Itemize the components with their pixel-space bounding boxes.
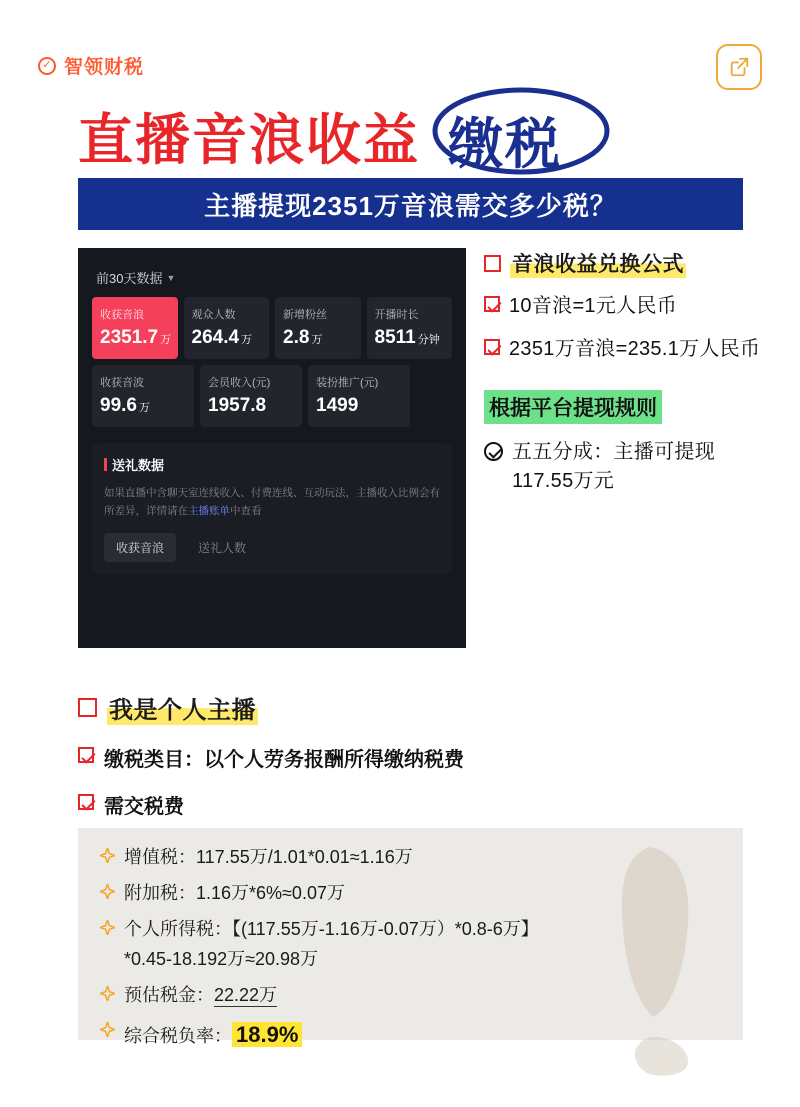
date-range-label: 前30天数据 [96, 271, 163, 286]
stat-unit: 万 [311, 334, 323, 346]
tax-value: 【(117.55万-1.16万-0.07万）*0.8-6万】 [232, 919, 539, 939]
tax-line-continuation: *0.45-18.192万≈20.98万 [124, 949, 319, 969]
stat-tile [184, 297, 270, 359]
checkbox-icon [484, 339, 500, 355]
square-bullet-icon [484, 255, 501, 272]
formula-heading-text: 音浪收益兑换公式 [510, 248, 686, 278]
stat-value [208, 395, 294, 417]
stat-label: 开播时长 [374, 309, 419, 321]
tax-value: 1.16万*6%≈0.07万 [196, 883, 345, 903]
page-title [78, 96, 582, 185]
brand-name: 智领财税 [64, 57, 145, 78]
stat-value [375, 327, 445, 349]
app-screenshot-card [78, 248, 466, 648]
diamond-sparkle-icon [100, 986, 115, 1001]
subtitle-banner-text: 主播提现2351万音浪需交多少税？ [204, 190, 617, 221]
diamond-sparkle-icon [100, 848, 115, 863]
section2-item-text: 需交税费 [104, 796, 184, 818]
tax-label: 综合税负率： [124, 1026, 232, 1046]
tax-line-text [124, 880, 345, 907]
stat-label: 新增粉丝 [283, 309, 327, 321]
formula-heading [484, 248, 764, 278]
tax-label: 附加税： [124, 883, 196, 903]
chevron-down-icon: ▼ [166, 272, 176, 283]
tax-label: 增值税： [124, 847, 196, 867]
stat-tile [200, 365, 302, 427]
stat-value [100, 395, 186, 417]
rule-item-text: 五五分成：主播可提现117.55万元 [512, 441, 715, 492]
formula-item-text: 10音浪=1元人民币 [509, 295, 678, 317]
stat-number: 2351.7 [100, 327, 159, 348]
subtitle-banner [78, 178, 743, 230]
stat-number: 8511 [374, 327, 416, 348]
section2-heading [78, 690, 743, 725]
section2-item [78, 743, 743, 772]
tax-line-text [124, 1018, 302, 1051]
stat-tile [275, 297, 361, 359]
stat-value [283, 327, 353, 349]
section2-item [78, 790, 743, 819]
stat-number: 1499 [316, 395, 359, 416]
stat-label: 会员收入(元) [208, 377, 271, 389]
stat-label: 收获音浪 [100, 309, 144, 321]
diamond-sparkle-icon [100, 1022, 115, 1037]
checkbox-icon [78, 747, 94, 763]
stat-number: 264.4 [191, 327, 240, 348]
check-circle-icon: ✓ [38, 57, 56, 75]
stat-label: 观众人数 [191, 309, 236, 321]
gift-panel-title [104, 455, 440, 474]
checkbox-icon [78, 794, 94, 810]
tax-value: 117.55万/1.01*0.01≈1.16万 [196, 847, 413, 867]
share-export-icon[interactable] [716, 44, 762, 90]
accent-bar-icon [104, 458, 107, 471]
stat-tiles-row-2 [92, 365, 452, 427]
circle-check-icon [484, 442, 503, 461]
gift-panel-description [104, 484, 440, 521]
rule-heading-wrap [484, 364, 764, 424]
exclamation-decoration-icon [590, 847, 740, 1077]
stat-unit: 万 [138, 402, 150, 414]
tab-gift-senders[interactable]: 送礼人数 [198, 540, 247, 555]
title-main-text: 直播音浪收益 [78, 108, 421, 173]
tax-value: 22.22万 [214, 985, 278, 1005]
stat-tile [367, 297, 453, 359]
rule-heading-text: 根据平台提现规则 [484, 390, 662, 424]
checkbox-icon [484, 296, 500, 312]
gift-data-panel [92, 443, 452, 574]
gift-tabs [104, 533, 440, 562]
tiles-spacer [416, 365, 452, 427]
tax-label: 预估税金： [124, 985, 214, 1005]
personal-anchor-section [78, 690, 743, 819]
tax-line-text [124, 916, 539, 943]
section2-heading-text: 我是个人主播 [107, 690, 258, 725]
stat-unit: 分钟 [417, 334, 440, 346]
brand [38, 52, 144, 79]
formula-item [484, 335, 764, 364]
diamond-sparkle-icon [100, 920, 115, 935]
tax-line-text [124, 844, 413, 871]
square-bullet-icon [78, 698, 97, 717]
gift-desc-part1: 如果直播中含聊天室连线收入、付费连线、互动玩法，主播收入比例会有所差异，详情请在 [104, 487, 440, 518]
page-header [38, 44, 762, 96]
tax-line-text [124, 982, 277, 1009]
stat-number: 99.6 [100, 395, 137, 416]
tab-received-yinlang[interactable]: 收获音浪 [104, 533, 176, 562]
title-circled-wrap [430, 96, 582, 185]
stat-unit: 万 [160, 334, 172, 346]
stat-value [100, 327, 170, 349]
diamond-sparkle-icon [100, 884, 115, 899]
stat-tile [92, 297, 178, 359]
stat-tile [308, 365, 410, 427]
stat-tile [92, 365, 194, 427]
stat-label: 收获音波 [100, 377, 144, 389]
formula-item [484, 292, 764, 321]
rule-item [484, 438, 764, 496]
stat-value [192, 327, 262, 349]
tax-label: 个人所得税： [124, 919, 232, 939]
gift-title-text: 送礼数据 [112, 458, 165, 473]
stat-value [316, 395, 402, 417]
stat-label: 装扮推广(元) [316, 377, 379, 389]
tax-rate-highlight: 18.9% [232, 1022, 302, 1047]
formula-item-text: 2351万音浪=235.1万人民币 [509, 338, 761, 360]
stat-unit: 万 [241, 334, 253, 346]
formula-column [484, 248, 764, 496]
date-range-selector[interactable] [92, 262, 452, 297]
stat-tiles-row-1 [92, 297, 452, 359]
billing-link[interactable]: 主播账单 [188, 505, 230, 518]
title-circled-text: 缴税 [448, 112, 563, 176]
section2-item-text: 缴税类目：以个人劳务报酬所得缴纳税费 [104, 749, 464, 771]
gift-desc-part2: 中查看 [230, 505, 262, 518]
stat-number: 2.8 [283, 327, 310, 348]
stat-number: 1957.8 [208, 395, 267, 416]
